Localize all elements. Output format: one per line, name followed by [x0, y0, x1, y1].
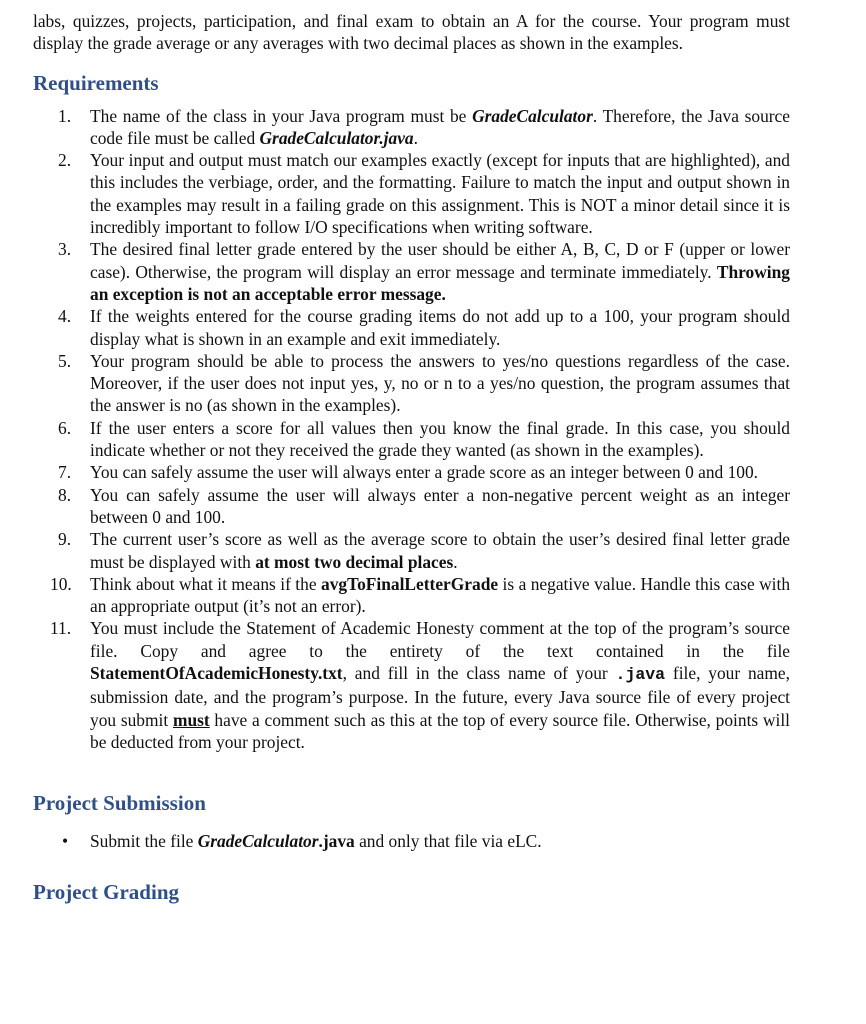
text-run: You must include the Statement of Academic Honesty comment at the top of the program’s source file. Copy and agree to the entirety of the text contained in the file	[90, 618, 790, 661]
bold-underlined-text: must	[172, 709, 210, 730]
requirement-item	[33, 461, 790, 483]
text-run: and only that file via eLC.	[354, 831, 542, 852]
text-run: file, your name, submission date, and the program’s purpose. In the future, every Java source file of every project you submit	[90, 663, 790, 730]
bold-text: Throwing an exception is not an acceptable error message.	[90, 261, 790, 304]
requirement-number: 4.	[58, 306, 72, 327]
requirement-number: 11.	[50, 618, 72, 639]
requirements-list	[33, 105, 790, 754]
text-run: Submit the file	[90, 831, 198, 852]
text-run: Think about what it means if the	[90, 573, 321, 594]
bullet-icon: •	[62, 831, 69, 852]
requirement-number: 1.	[58, 105, 72, 126]
requirement-item	[33, 149, 790, 238]
requirement-item	[33, 417, 790, 462]
emphasis	[260, 128, 414, 148]
requirement-item	[33, 305, 790, 350]
requirement-item	[33, 238, 790, 305]
requirement-number: 9.	[58, 529, 72, 550]
requirement-item	[33, 617, 790, 753]
text-run: have a comment such as this at the top of every source file. Otherwise, points will be deducted from your project.	[90, 709, 790, 752]
text-run: The name of the class in your Java program must be	[90, 105, 473, 126]
text-run: If the user enters a score for all values then you know the final grade. In this case, you should indicate whether or not they received the grade they wanted (as shown in the examples).	[90, 417, 790, 461]
requirement-number: 7.	[58, 462, 72, 483]
bold-text: avgToFinalLetterGrade	[321, 573, 499, 594]
requirement-number: 10.	[50, 573, 72, 594]
text-run: .	[453, 551, 458, 572]
text-run: , and fill in the class name of your	[342, 663, 616, 684]
intro-paragraph: labs, quizzes, projects, participation, and final exam to obtain an A for the course. Your program must display the grade average or any averages with two decimal places as shown in the examples.	[33, 11, 790, 54]
bold-italic-text: GradeCalculator	[472, 105, 593, 126]
text-run: The current user’s score as well as the average score to obtain the user’s desired final letter grade must be displayed with	[90, 529, 790, 572]
text-run: You can safely assume the user will always enter a grade score as an integer between 0 and 100.	[90, 462, 759, 483]
emphasis	[472, 106, 593, 126]
requirement-number: 8.	[58, 484, 72, 505]
requirements-heading: Requirements	[33, 70, 159, 95]
text-run: Your input and output must match our examples exactly (except for inputs that are highlighted), and this includes the verbiage, order, and the formatting. Failure to match the input and output shown in the examples may result in a failing grade on this assignment. This is NOT a minor detail since it is incredibly important to follow I/O specifications when writing software.	[90, 150, 790, 238]
bold-text: StatementOfAcademicHonesty.txt	[90, 663, 343, 684]
bold-text: at most two decimal places	[255, 551, 454, 572]
emphasis	[198, 831, 319, 851]
requirement-number: 5.	[58, 350, 72, 371]
bold-italic-text: GradeCalculator.java	[259, 127, 414, 148]
requirement-item	[33, 105, 790, 150]
text-run: If the weights entered for the course grading items do not add up to a 100, your program should display what is shown in an example and exit immediately.	[90, 306, 790, 349]
requirement-number: 2.	[58, 150, 72, 171]
text-run: is a negative value. Handle this case with an appropriate output (it’s not an error).	[90, 573, 791, 617]
text-run: The desired final letter grade entered by the user should be either A, B, C, D or F (upper or lower case). Otherwise, the program will display an error message and terminate immediately.	[90, 239, 790, 282]
requirement-item	[33, 484, 790, 529]
text-run: .	[413, 127, 418, 148]
requirement-item	[33, 350, 790, 417]
bold-italic-text: GradeCalculator	[197, 831, 319, 852]
text-run: You can safely assume the user will always enter a non-negative percent weight as an integer between 0 and 100.	[90, 484, 790, 527]
submission-list	[33, 830, 790, 852]
project-grading-heading: Project Grading	[33, 879, 179, 904]
bold-text: .java	[318, 831, 355, 852]
requirement-number: 6.	[58, 417, 72, 438]
text-run: Your program should be able to process the answers to yes/no questions regardless of the case. Moreover, if the user does not input yes, y, no or n to a yes/no question, the program assumes that the answer is no (as shown in the examples).	[90, 350, 790, 416]
requirement-item	[33, 573, 790, 618]
submission-item	[33, 830, 790, 852]
text-run: . Therefore, the Java source code file must be called	[90, 105, 790, 148]
requirement-number: 3.	[58, 239, 72, 260]
project-submission-heading: Project Submission	[33, 791, 206, 816]
code-text: .java	[615, 665, 666, 685]
requirement-item	[33, 528, 790, 573]
